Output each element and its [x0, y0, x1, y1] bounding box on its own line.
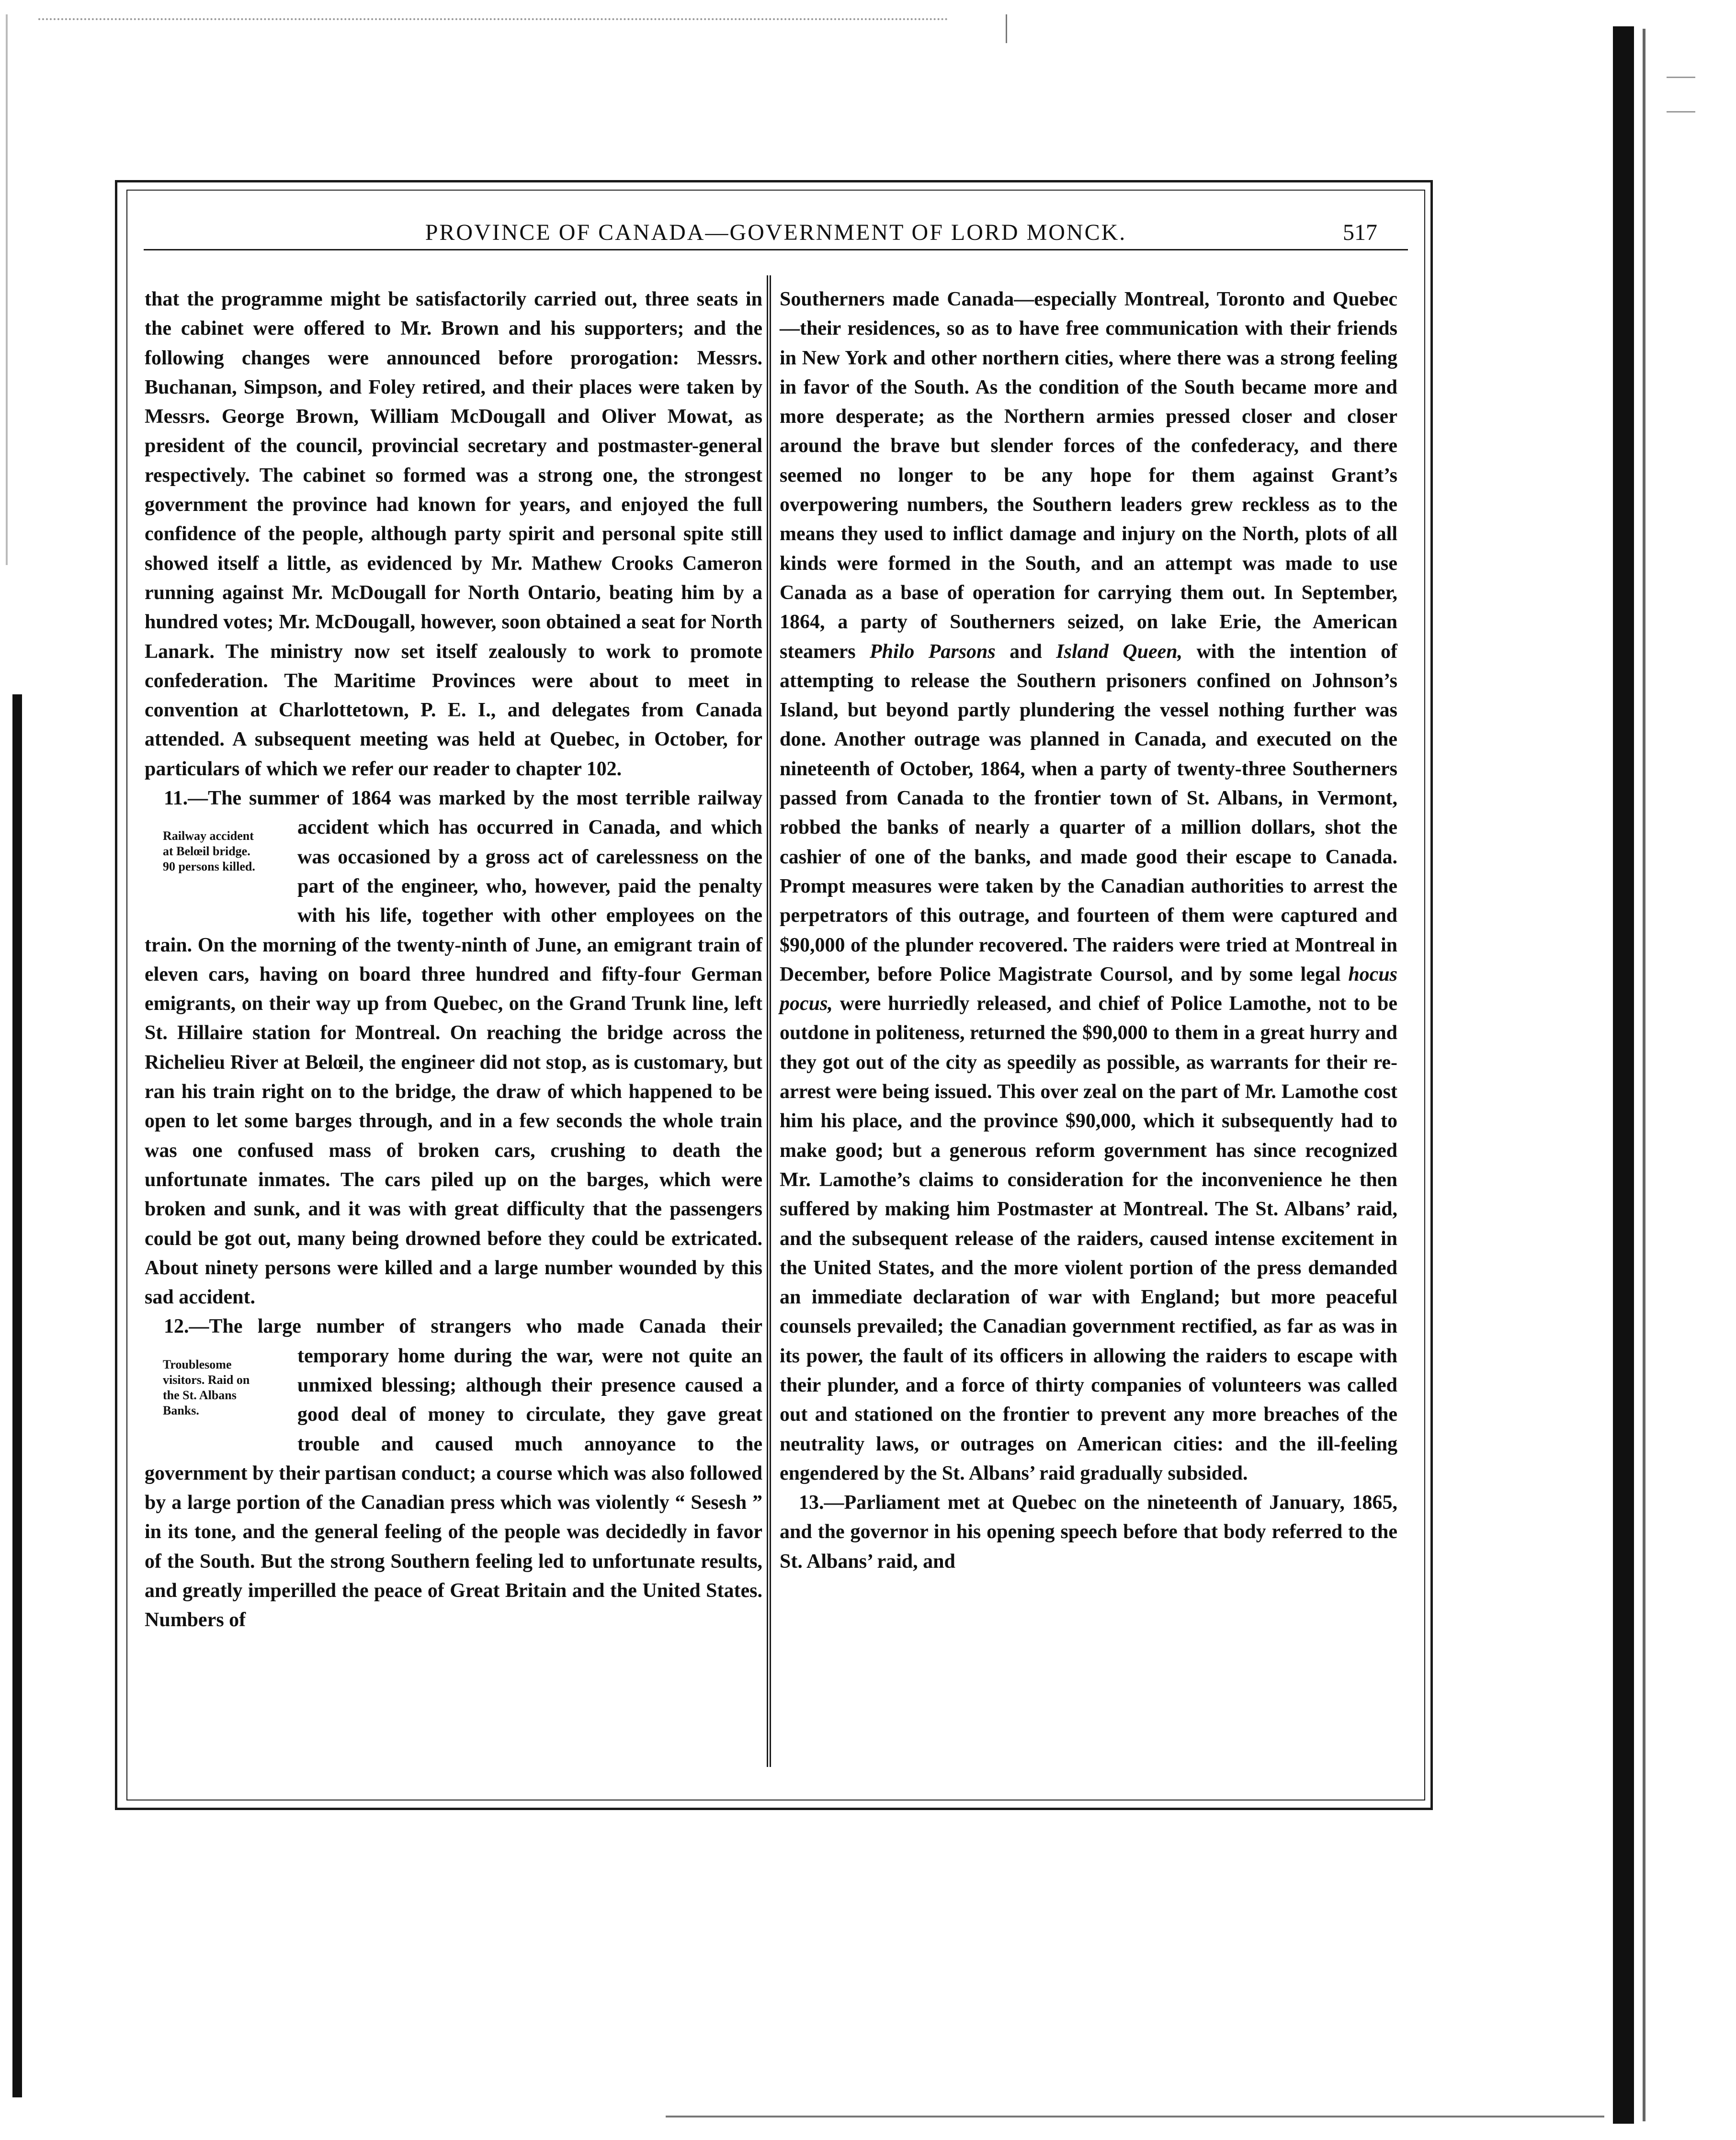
paragraph-continuation: unmixed blessing; although their presence caused a good deal of money to circulate, they gave great trouble and caused much annoyance to the government by their partisan conduct; a course which was also followed by a large portion of the Canadian press which was violently “ Sesesh ” in its tone, and the general feeling of the people was decidedly in favor of the South. But the strong Southern feeling led to unfortunate results, and greatly imperilled the peace of Great Britain and the United States. Numbers of — [145, 1374, 762, 1631]
paragraph-start: 11.—The summer of 1864 was marked by the most terrible railway accident which has occurred in Canada, — [164, 787, 762, 839]
latin-phrase: hocus pocus, — [780, 963, 1398, 1015]
paragraph-section-12 — [145, 1312, 762, 1635]
paragraph-section-13: 13.—Parliament met at Quebec on the nineteenth of January, 1865, and the governor in his opening speech before that body referred to the St. Albans’ raid, and — [780, 1492, 1397, 1573]
left-column — [145, 285, 762, 1635]
scan-edge-right — [1613, 26, 1634, 2124]
scan-edge-left-faint — [6, 14, 8, 565]
scan-mark-right — [1667, 77, 1695, 78]
scan-mark-top — [1006, 14, 1007, 43]
paragraph-section-11 — [145, 784, 762, 1312]
paragraph: that the programme might be satisfactorily carried out, three seats in the cabinet were offered to Mr. Brown and his supporters; and the following changes were announced before prorogation: Messrs. Buchanan, Simpson, and Foley retired, and their places were taken by Messrs. George Brown, William McDougall and Oliver Mowat, as president of the council, provincial secretary and postmaster-general respectively. The cabinet so formed was a strong one, the strongest government the province had known for years, and enjoyed the full confidence of the people, although party spirit and personal spite still showed itself a little, as evidenced by Mr. Mathew Crooks Cameron running against Mr. McDougall for North Ontario, beating him by a hundred votes; Mr. McDougall, however, soon obtained a seat for North Lanark. The ministry now set itself zealously to work to promote confederation. The Maritime Provinces were about to meet in convention at Charlottetown, P. E. I., and delegates from Canada attended. A subsequent meeting was held at Quebec, in October, for particulars of which we refer our reader to chapter 102. — [145, 288, 762, 780]
scan-noise-top — [38, 18, 948, 22]
margin-note-line: Banks. — [163, 1403, 199, 1417]
header-rule — [144, 249, 1408, 250]
running-header — [126, 211, 1425, 254]
scan-edge-bottom — [666, 2116, 1604, 2117]
scan-mark-right — [1667, 111, 1695, 113]
running-header-title: PROVINCE OF CANADA—GOVERNMENT OF LORD MONCK. — [425, 220, 1127, 245]
paragraph-start: 12.—The large number of strangers who made Canada their temporary home during the war, were not quite an — [164, 1315, 762, 1367]
scan-edge-left — [12, 694, 22, 2097]
scan-edge-right-thin — [1643, 29, 1645, 2121]
text-run: with the intention of attempting to release the Southern prisoners confined on Johnson’s Island, but beyond partly plundering the vessel nothing further was done. Another outrage was planned in Canada, and executed on the nineteenth of October, 1864, when a party of twenty-three Southerners passed from Canada to the frontier town of St. Albans, in Vermont, robbed the banks of nearly a quarter of a million dollars, shot the cashier of one of the banks, and made good their escape to Canada. Prompt measures were taken by the Canadian authorities to arrest the perpetrators of this outrage, and fourteen of them were captured and $90,000 of the plunder recovered. The raiders were tried at Montreal in December, before Police Magistrate Coursol, and by some legal — [780, 640, 1397, 985]
column-separator — [767, 275, 771, 1767]
text-run: were hurriedly released, and chief of Police Lamothe, not to be outdone in politeness, returned the $90,000 to them in a great hurry and they got out of the city as speedily as possible, as warrants for their re-arrest were being issued. This over zeal on the part of Mr. Lamothe cost him his place, and the province $90,000, which it subsequently had to make good; but a generous reform government has since recognized Mr. Lamothe’s claims to consideration for the inconvenience he then suffered by making him Postmaster at Montreal. The St. Albans’ raid, and the subsequent release of the raiders, caused intense excitement in the United States, and the more violent portion of the press demanded an immediate declaration of war with England; but more peaceful counsels prevailed; the Canadian government rectified, as far as was in its power, the fault of its officers in allowing the raiders to escape with their plunder, and a force of thirty companies of volunteers was called out and stationed on the frontier to prevent any more breaches of the neutrality laws, or outrages on American cities: and the ill-feeling engendered by the St. Albans’ raid gradually subsided. — [780, 993, 1398, 1484]
paragraph — [780, 285, 1397, 1488]
paragraph-continuation: and which was occasioned by a gross act of carelessness on the part of the engineer, who, however, paid the penalty with his life, together with other employees on the train. On the morning of the twenty-ninth of June, an emigrant train of eleven cars, having on board three hundred and fifty-four German emigrants, on their way up from Quebec, on the Grand Trunk line, left St. Hillaire station for Montreal. On reaching the bridge across the Richelieu River at Belœil, the engineer did not stop, as is customary, but ran his train right on to the bridge, the draw of which happened to be open to let some barges through, and in a few seconds the whole train was one confused mass of broken cars, crushing to death the unfortunate inmates. The cars piled up on the barges, which were broken and sunk, and it was with great difficulty that the passengers could be got out, many being drowned before they could be extricated. About ninety persons were killed and a large number wounded by this sad accident. — [145, 816, 763, 1309]
margin-note-railway-accident — [144, 813, 295, 924]
right-column — [780, 285, 1397, 1576]
ship-name: Philo Parsons — [869, 640, 996, 663]
page-number: 517 — [1343, 220, 1377, 245]
margin-note-line: at Belœil bridge. — [163, 844, 250, 859]
text-run: and — [1010, 640, 1042, 663]
margin-note-line: Troublesome — [163, 1357, 232, 1371]
margin-note-line: the St. Albans — [163, 1388, 237, 1402]
margin-note-line: visitors. Raid on — [163, 1372, 250, 1387]
margin-note-line: Railway accident — [163, 829, 254, 843]
text-run: Southerners made Canada—especially Montreal, Toronto and Quebec—their residences, so as to have free communication with their friends in New York and other northern cities, where there was a strong feeling in favor of the South. As the condition of the South became more and more desperate; as the Northern armies pressed closer and closer around the brave but slender forces of the confederacy, and there seemed no longer to be any hope for them against Grant’s overpowering numbers, the Southern leaders grew reckless as to the means they used to inflict damage and injury on the North, plots of all kinds were formed in the South, and an attempt was made to use Canada as a base of operation for carrying them out. In September, 1864, a party of Southerners seized, on lake Erie, the American steamers — [780, 288, 1397, 663]
margin-note-troublesome-visitors — [144, 1342, 295, 1453]
margin-note-line: 90 persons killed. — [163, 860, 255, 874]
ship-name: Island Queen, — [1056, 640, 1183, 663]
